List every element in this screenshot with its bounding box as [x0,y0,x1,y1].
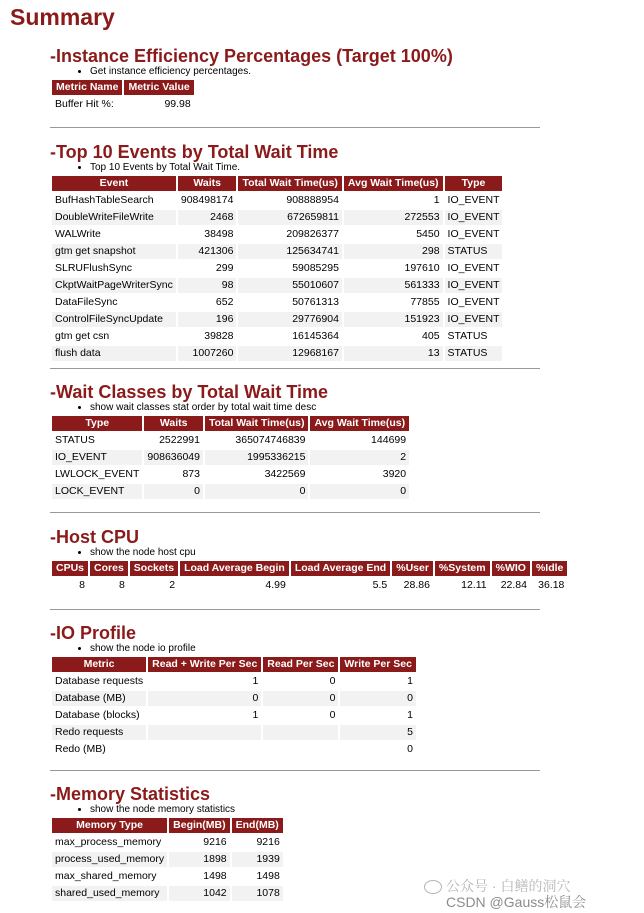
table-cell: 3920 [310,467,409,482]
column-header: Load Average Begin [180,561,289,576]
table-row [52,312,502,327]
table-cell: DataFileSync [52,295,176,310]
column-header: %WIO [492,561,530,576]
divider [50,609,540,610]
table-cell: 39828 [178,329,237,344]
wechat-icon [424,880,442,894]
table-cell: 405 [344,329,443,344]
table-row [52,708,416,723]
table-cell: 28.86 [392,578,433,593]
table-cell: 12968167 [238,346,341,361]
table-cell: 298 [344,244,443,259]
table-cell: max_process_memory [52,835,167,850]
table-row [52,193,502,208]
table-cell: 1078 [232,886,283,901]
table-cell: SLRUFlushSync [52,261,176,276]
table-cell: 1498 [232,869,283,884]
table-row [52,295,502,310]
column-header: End(MB) [232,818,283,833]
table-cell: STATUS [445,244,503,259]
table-row [52,852,283,867]
table-cell: CkptWaitPageWriterSync [52,278,176,293]
table-cell: STATUS [445,346,503,361]
table-cell: 22.84 [492,578,530,593]
column-header: %Idle [532,561,567,576]
table-cell: 365074746839 [205,433,308,448]
table-row [52,450,409,465]
table-row [52,835,283,850]
section-instance-efficiency [50,46,453,114]
section-io-profile [50,623,418,759]
memory-table [50,816,285,903]
table-cell: 908888954 [238,193,341,208]
table-cell: 99.98 [124,97,193,112]
table-cell: 1 [340,674,416,689]
column-header: Avg Wait Time(us) [344,176,443,191]
table-cell: IO_EVENT [445,210,503,225]
table-cell: process_used_memory [52,852,167,867]
table-cell: 3422569 [205,467,308,482]
table-cell: 1 [344,193,443,208]
table-cell: 672659811 [238,210,341,225]
table-cell: WALWrite [52,227,176,242]
table-cell: IO_EVENT [445,227,503,242]
table-cell: 197610 [344,261,443,276]
section-description: • show the node host cpu [90,547,569,559]
table-row [52,346,502,361]
table-cell: Redo requests [52,725,146,740]
table-row [52,578,567,593]
top-events-table [50,174,504,363]
table-cell: LOCK_EVENT [52,484,142,499]
section-title: -Memory Statistics [50,784,211,804]
table-cell: gtm get csn [52,329,176,344]
column-header: Sockets [130,561,178,576]
table-cell: 1995336215 [205,450,308,465]
column-header: Total Wait Time(us) [205,416,308,431]
table-cell: 2 [310,450,409,465]
table-cell: 1898 [169,852,230,867]
table-cell: 1939 [232,852,283,867]
divider [50,770,540,771]
table-cell: 1498 [169,869,230,884]
table-cell: 1 [148,674,261,689]
table-row [52,691,416,706]
table-row [52,261,502,276]
table-cell: 55010607 [238,278,341,293]
table-cell: 1007260 [178,346,237,361]
table-cell: 9216 [232,835,283,850]
table-header-row [52,818,283,833]
divider [50,368,540,369]
table-cell: ControlFileSyncUpdate [52,312,176,327]
table-cell: 421306 [178,244,237,259]
table-cell: DoubleWriteFileWrite [52,210,176,225]
section-memory-statistics [50,784,285,903]
table-cell [148,742,261,757]
table-cell: BufHashTableSearch [52,193,176,208]
table-cell: 16145364 [238,329,341,344]
section-title: -IO Profile [50,623,137,643]
table-cell: Redo (MB) [52,742,146,757]
table-cell [148,725,261,740]
table-cell: 2468 [178,210,237,225]
table-row [52,725,416,740]
efficiency-table [50,78,196,114]
table-cell: 0 [310,484,409,499]
table-cell: 1 [148,708,261,723]
table-header-row [52,657,416,672]
table-row [52,433,409,448]
table-cell: shared_used_memory [52,886,167,901]
table-cell: 36.18 [532,578,567,593]
table-cell: 0 [148,691,261,706]
table-cell: 151923 [344,312,443,327]
column-header: Waits [144,416,203,431]
section-title: -Instance Efficiency Percentages (Target 100%) [50,46,453,66]
io-profile-table [50,655,418,759]
page-title: Summary [10,4,115,30]
credit-text: CSDN @Gauss松鼠会 [446,894,587,910]
column-header: CPUs [52,561,88,576]
table-cell: 0 [263,674,338,689]
table-row [52,227,502,242]
table-row [52,244,502,259]
table-cell [263,725,338,740]
table-header-row [52,416,409,431]
table-row [52,742,416,757]
table-cell: 196 [178,312,237,327]
table-row [52,97,194,112]
table-cell: 13 [344,346,443,361]
table-cell: 144699 [310,433,409,448]
table-row [52,210,502,225]
column-header: Waits [178,176,237,191]
table-row [52,329,502,344]
table-row [52,869,283,884]
table-cell: STATUS [445,329,503,344]
table-cell: 0 [263,708,338,723]
wait-classes-table [50,414,411,501]
table-cell: Database (blocks) [52,708,146,723]
table-cell: 0 [340,691,416,706]
table-cell: 98 [178,278,237,293]
column-header: Cores [90,561,128,576]
column-header: Event [52,176,176,191]
column-header: Type [52,416,142,431]
table-cell: 0 [340,742,416,757]
column-header: Load Average End [291,561,390,576]
table-cell: 561333 [344,278,443,293]
section-wait-classes [50,382,411,501]
section-host-cpu [50,527,569,595]
table-cell: IO_EVENT [445,278,503,293]
table-cell: LWLOCK_EVENT [52,467,142,482]
table-cell: 908498174 [178,193,237,208]
table-cell: IO_EVENT [445,312,503,327]
table-cell: 5.5 [291,578,390,593]
column-header: %System [435,561,490,576]
table-cell: 50761313 [238,295,341,310]
divider [50,127,540,128]
column-header: Metric Name [52,80,122,95]
table-cell: IO_EVENT [445,295,503,310]
table-cell: 59085295 [238,261,341,276]
table-header-row [52,561,567,576]
table-cell: flush data [52,346,176,361]
table-cell: Buffer Hit %: [52,97,122,112]
table-cell: 0 [144,484,203,499]
column-header: Read + Write Per Sec [148,657,261,672]
table-cell: 38498 [178,227,237,242]
divider [50,512,540,513]
section-description: • show the node memory statistics [90,804,285,816]
table-cell: 5450 [344,227,443,242]
table-row [52,674,416,689]
host-cpu-table [50,559,569,595]
table-cell: 0 [263,691,338,706]
section-title: -Host CPU [50,527,139,547]
table-cell: 12.11 [435,578,490,593]
table-cell: 125634741 [238,244,341,259]
table-row [52,484,409,499]
section-title: -Wait Classes by Total Wait Time [50,382,329,402]
section-top-events [50,142,504,363]
table-cell: 2 [130,578,178,593]
table-cell: IO_EVENT [445,193,503,208]
table-header-row [52,80,194,95]
column-header: Memory Type [52,818,167,833]
table-row [52,886,283,901]
table-cell: 4.99 [180,578,289,593]
section-description: • Top 10 Events by Total Wait Time. [90,162,504,174]
section-title: -Top 10 Events by Total Wait Time [50,142,339,162]
table-cell: 77855 [344,295,443,310]
column-header: Type [445,176,503,191]
table-cell: 8 [90,578,128,593]
table-cell: 652 [178,295,237,310]
table-row [52,467,409,482]
column-header: %User [392,561,433,576]
watermark-text: 公众号 · 白鳝的洞穴 [446,878,571,894]
table-cell [263,742,338,757]
table-cell: 5 [340,725,416,740]
column-header: Metric Value [124,80,193,95]
table-cell: max_shared_memory [52,869,167,884]
table-cell: Database (MB) [52,691,146,706]
table-cell: IO_EVENT [52,450,142,465]
table-cell: 2522991 [144,433,203,448]
table-cell: 209826377 [238,227,341,242]
column-header: Write Per Sec [340,657,416,672]
table-cell: 873 [144,467,203,482]
table-cell: gtm get snapshot [52,244,176,259]
column-header: Begin(MB) [169,818,230,833]
table-cell: Database requests [52,674,146,689]
table-cell: 272553 [344,210,443,225]
column-header: Total Wait Time(us) [238,176,341,191]
section-description: • show the node io profile [90,643,418,655]
table-cell: 908636049 [144,450,203,465]
column-header: Avg Wait Time(us) [310,416,409,431]
section-description: • show wait classes stat order by total wait time desc [90,402,411,414]
table-cell: 29776904 [238,312,341,327]
table-cell: STATUS [52,433,142,448]
table-header-row [52,176,502,191]
table-cell: 8 [52,578,88,593]
table-row [52,278,502,293]
column-header: Read Per Sec [263,657,338,672]
column-header: Metric [52,657,146,672]
table-cell: 9216 [169,835,230,850]
table-cell: 1 [340,708,416,723]
section-description: • Get instance efficiency percentages. [90,66,453,78]
table-cell: 1042 [169,886,230,901]
table-cell: IO_EVENT [445,261,503,276]
table-cell: 299 [178,261,237,276]
table-cell: 0 [205,484,308,499]
